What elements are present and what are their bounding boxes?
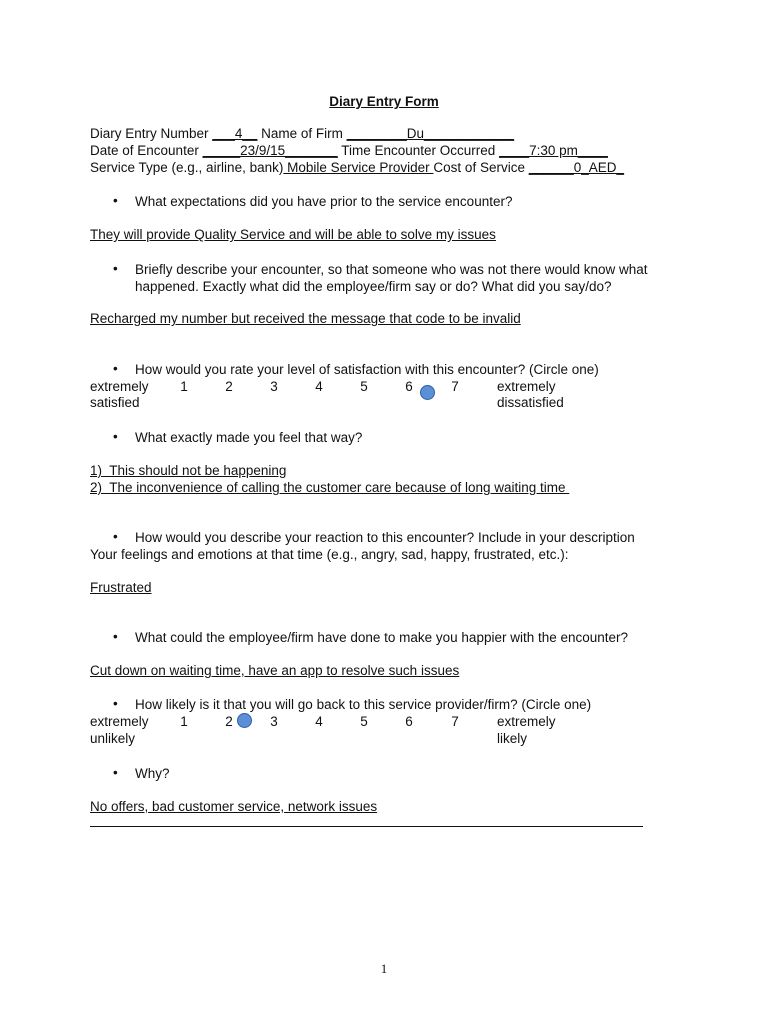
entry-number-value: ___4__ — [212, 126, 258, 141]
scale-option-3[interactable]: 3 — [270, 379, 278, 394]
scale-option-1[interactable]: 1 — [180, 714, 188, 729]
answer-reason-2: 2) The inconvenience of calling the customer care because of long waiting time — [90, 480, 570, 495]
time-value: ____7:30 pm____ — [499, 143, 608, 158]
entry-number-label: Diary Entry Number — [90, 126, 209, 141]
blank-answer-line[interactable] — [90, 826, 643, 827]
scale-option-5[interactable]: 5 — [360, 379, 368, 394]
scale-option-4[interactable]: 4 — [315, 714, 323, 729]
answer-happier: Cut down on waiting time, have an app to resolve such issues — [90, 663, 460, 678]
scale-high-label: dissatisfied — [497, 395, 564, 410]
cost-value: ______0_AED_ — [528, 160, 625, 175]
scale-high-label: likely — [497, 731, 528, 746]
time-label: Time Encounter Occurred — [341, 143, 496, 158]
cost-label: Cost of Service — [433, 160, 525, 175]
scale-option-6[interactable]: 6 — [405, 714, 413, 729]
service-type-value: Mobile Service Provider — [283, 160, 434, 175]
bullet: • — [113, 261, 118, 276]
question-reaction: How would you describe your reaction to this encounter? Include in your description — [135, 530, 635, 545]
scale-option-7[interactable]: 7 — [451, 379, 459, 394]
question-feel-that-way: What exactly made you feel that way? — [135, 430, 363, 445]
scale-option-7[interactable]: 7 — [451, 714, 459, 729]
question-likely-return: How likely is it that you will go back to this service provider/firm? (Circle one) — [135, 697, 592, 712]
scale-low-label: satisfied — [90, 395, 140, 410]
answer-describe-encounter: Recharged my number but received the message that code to be invalid — [90, 311, 521, 326]
firm-value: ________Du____________ — [346, 126, 515, 141]
question-describe-encounter: Briefly describe your encounter, so that someone who was not there would know what happened. Exactly what did the employee/firm say or do? What did you say/do? — [135, 262, 648, 294]
selection-circle-satisfaction — [420, 385, 435, 400]
scale-low-label: unlikely — [90, 731, 136, 746]
page-number: 1 — [380, 961, 388, 976]
bullet: • — [113, 193, 118, 208]
scale-option-3[interactable]: 3 — [270, 714, 278, 729]
bullet: • — [113, 361, 118, 376]
scale-option-4[interactable]: 4 — [315, 379, 323, 394]
bullet: • — [113, 429, 118, 444]
service-line — [90, 160, 624, 176]
entry-number-line — [90, 126, 514, 142]
date-value: _____23/9/15_______ — [202, 143, 338, 158]
answer-reaction: Frustrated — [90, 580, 152, 595]
date-line — [90, 143, 608, 159]
firm-label: Name of Firm — [261, 126, 343, 141]
bullet: • — [113, 765, 118, 780]
bullet: • — [113, 629, 118, 644]
scale-low-label: extremely — [90, 379, 149, 394]
answer-why: No offers, bad customer service, network issues — [90, 799, 378, 814]
question-reaction-cont: Your feelings and emotions at that time (e.g., angry, sad, happy, frustrated, etc.): — [90, 547, 569, 562]
scale-option-6[interactable]: 6 — [405, 379, 413, 394]
answer-expectations: They will provide Quality Service and will be able to solve my issues — [90, 227, 496, 242]
service-type-label: Service Type (e.g., airline, bank) — [90, 160, 284, 175]
scale-high-label: extremely — [497, 714, 556, 729]
question-why: Why? — [135, 766, 170, 781]
question-expectations: What expectations did you have prior to the service encounter? — [135, 194, 513, 209]
bullet: • — [113, 696, 118, 711]
scale-low-label: extremely — [90, 714, 149, 729]
scale-option-1[interactable]: 1 — [180, 379, 188, 394]
answer-reason-1: 1) This should not be happening — [90, 463, 287, 478]
form-title: Diary Entry Form — [329, 94, 439, 109]
question-satisfaction: How would you rate your level of satisfaction with this encounter? (Circle one) — [135, 362, 599, 377]
scale-high-label: extremely — [497, 379, 556, 394]
scale-option-2[interactable]: 2 — [225, 379, 233, 394]
selection-circle-likelihood — [237, 713, 252, 728]
bullet: • — [113, 529, 118, 544]
date-label: Date of Encounter — [90, 143, 199, 158]
question-happier: What could the employee/firm have done to make you happier with the encounter? — [135, 630, 629, 645]
scale-option-2[interactable]: 2 — [225, 714, 233, 729]
scale-option-5[interactable]: 5 — [360, 714, 368, 729]
